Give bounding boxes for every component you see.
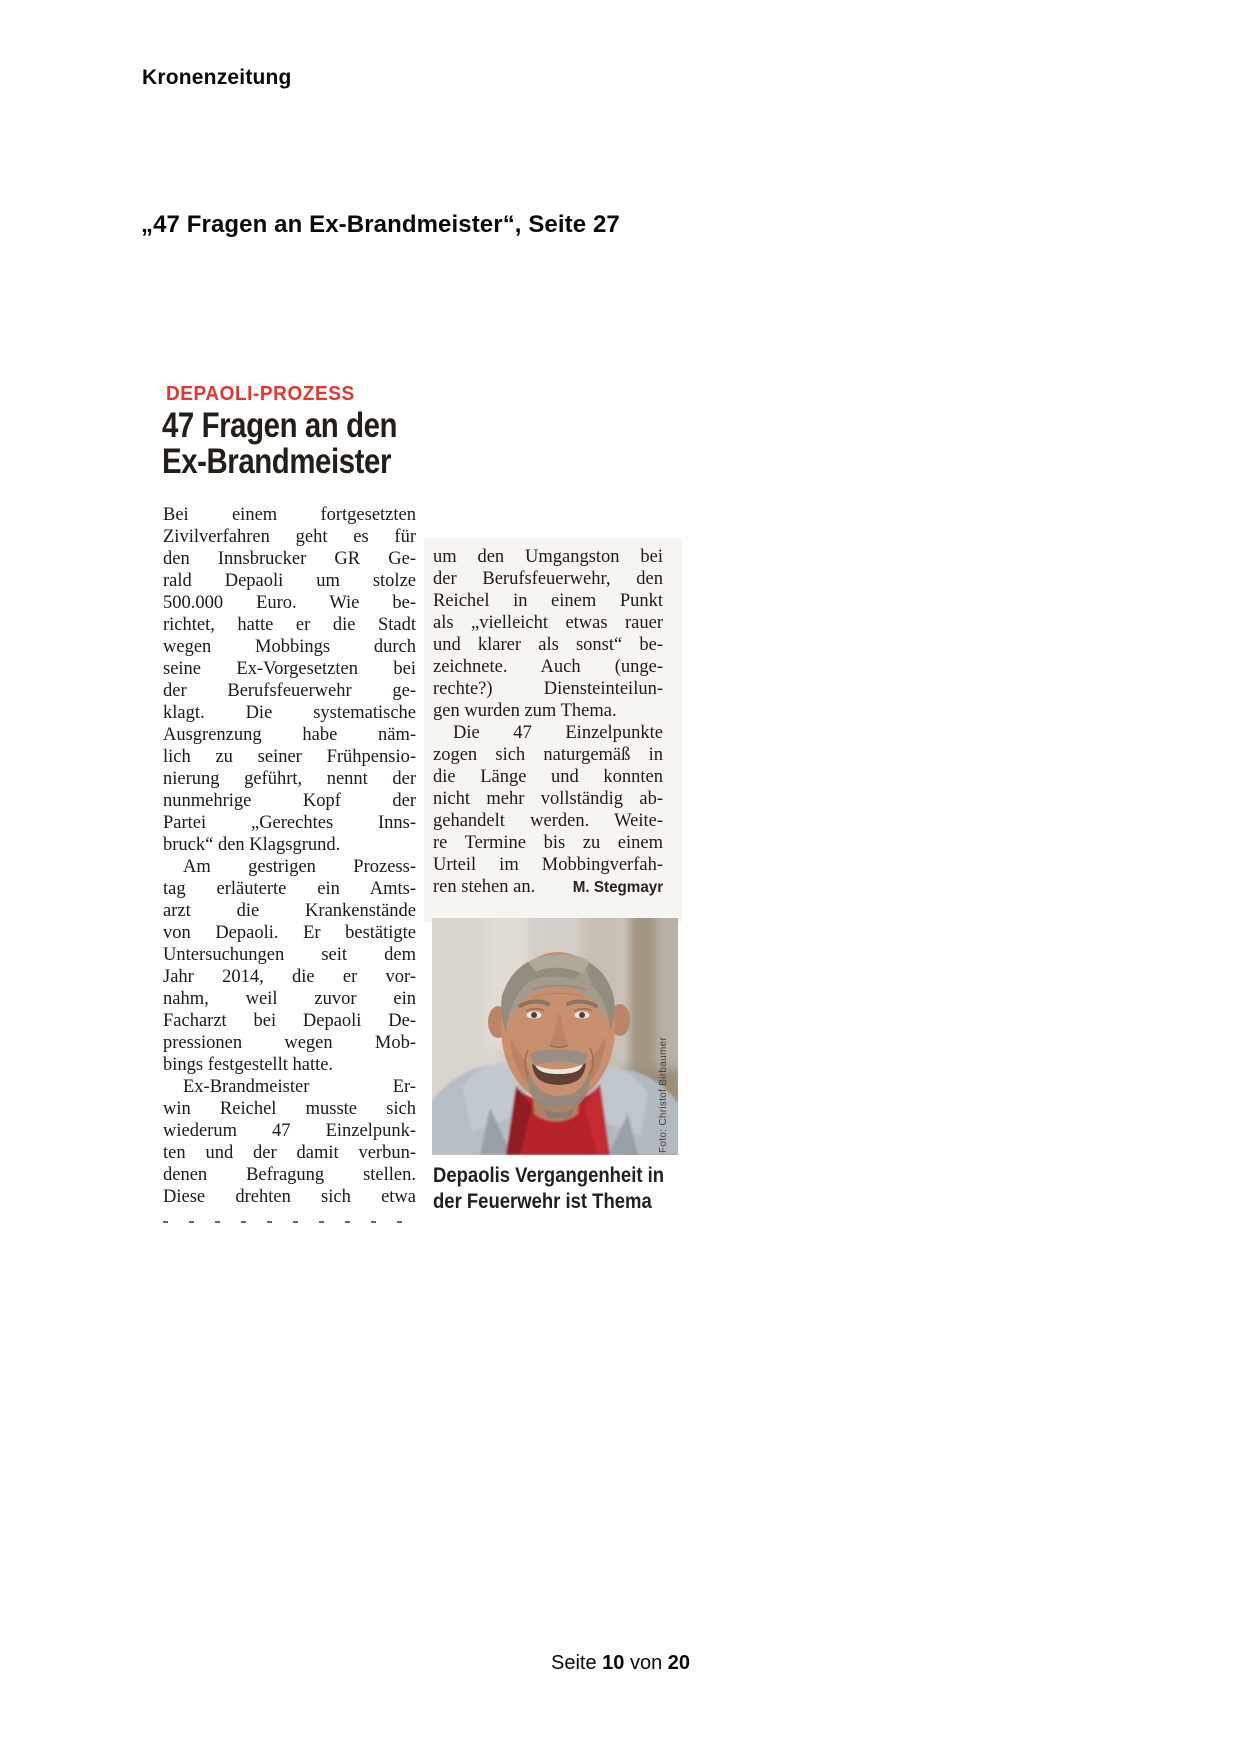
body-line: rechte?) Diensteinteilun- <box>433 679 663 699</box>
body-line: Ausgrenzung habe näm- <box>163 725 416 745</box>
body-line: nierung geführt, nennt der <box>163 769 416 789</box>
article-column-2 <box>433 546 663 876</box>
body-line: pressionen wegen Mob- <box>163 1033 416 1053</box>
caption-line-1: Depaolis Vergangenheit in <box>433 1164 665 1187</box>
body-line: Reichel in einem Punkt <box>433 591 663 611</box>
body-line: und klarer als sonst“ be- <box>433 635 663 655</box>
body-line: gen wurden zum Thema. <box>433 701 617 721</box>
body-line: die Länge und konnten <box>433 767 663 787</box>
body-line: Ex-Brandmeister Er- <box>183 1077 416 1097</box>
body-line: als „vielleicht etwas rauer <box>433 613 663 633</box>
body-line: zeichnete. Auch (unge- <box>433 657 663 677</box>
body-line: Partei „Gerechtes Inns- <box>163 813 416 833</box>
body-line: arzt die Krankenstände <box>163 901 416 921</box>
body-line: win Reichel musste sich <box>163 1099 416 1119</box>
body-line: der Berufsfeuerwehr ge- <box>163 681 416 701</box>
body-line: wegen Mobbings durch <box>163 637 416 657</box>
body-line: denen Befragung stellen. <box>163 1165 416 1185</box>
author-byline: M. Stegmayr <box>572 879 663 896</box>
body-line: tag erläuterte ein Amts- <box>163 879 416 899</box>
body-line: 500.000 Euro. Wie be- <box>163 593 416 613</box>
publication-name: Kronenzeitung <box>142 66 292 89</box>
photo-credit: Foto: Christof Birbaumer <box>658 1036 669 1153</box>
footer-page-current: 10 <box>602 1652 625 1674</box>
photo-caption <box>433 1163 679 1215</box>
body-line: Untersuchungen seit dem <box>163 945 416 965</box>
body-line: zogen sich naturgemäß in <box>433 745 663 765</box>
byline-lead-text: ren stehen an. <box>433 877 536 897</box>
body-line: ten und der damit verbun- <box>163 1143 416 1163</box>
footer-page-total: 20 <box>667 1652 691 1674</box>
body-line: Jahr 2014, die er vor- <box>163 967 416 987</box>
body-line: lich zu seiner Frühpensio- <box>163 747 416 767</box>
body-line: nahm, weil zuvor ein <box>163 989 416 1009</box>
body-line: um den Umgangston bei <box>433 547 663 567</box>
body-line: Am gestrigen Prozess- <box>183 857 416 877</box>
body-line: gehandelt werden. Weite- <box>433 811 663 831</box>
headline-line-1: 47 Fragen an den <box>162 406 398 445</box>
article-column-1 <box>163 504 416 1208</box>
headline-line-2: Ex-Brandmeister <box>162 442 391 481</box>
portrait-illustration <box>432 918 678 1155</box>
body-line: nicht mehr vollständig ab- <box>433 789 663 809</box>
body-line: re Termine bis zu einem <box>433 833 663 853</box>
body-line: Bei einem fortgesetzten <box>163 505 416 525</box>
clipping-title-reference: „47 Fragen an Ex-Brandmeister“, Seite 27 <box>141 211 620 238</box>
body-line: nunmehrige Kopf der <box>163 791 416 811</box>
body-line: Zivilverfahren geht es für <box>163 527 416 547</box>
body-line: bings festgestellt hatte. <box>163 1055 334 1075</box>
body-line: rald Depaoli um stolze <box>163 571 416 591</box>
body-line: Urteil im Mobbingverfah- <box>433 855 663 875</box>
body-line: wiederum 47 Einzelpunk- <box>163 1121 416 1141</box>
body-line: Die 47 Einzelpunkte <box>453 723 663 743</box>
article-photo <box>432 918 678 1155</box>
article-headline <box>162 408 397 480</box>
body-line: von Depaoli. Er bestätigte <box>163 923 416 943</box>
body-line: richtet, hatte er die Stadt <box>163 615 416 635</box>
clipped-line-remnant <box>163 1219 416 1225</box>
page-footer <box>0 1652 1241 1675</box>
article-byline-row <box>433 876 663 899</box>
article-kicker: DEPAOLI-PROZESS <box>166 383 355 405</box>
body-line: Diese drehten sich etwa <box>163 1187 416 1207</box>
body-line: Facharzt bei Depaoli De- <box>163 1011 416 1031</box>
footer-label-page: Seite <box>550 1652 597 1674</box>
body-line: klagt. Die systematische <box>163 703 416 723</box>
footer-label-of: von <box>629 1652 663 1674</box>
body-line: den Innsbrucker GR Ge- <box>163 549 416 569</box>
body-line: der Berufsfeuerwehr, den <box>433 569 663 589</box>
body-line: seine Ex-Vorgesetzten bei <box>163 659 416 679</box>
body-line: bruck“ den Klagsgrund. <box>163 835 341 855</box>
caption-line-2: der Feuerwehr ist Thema <box>433 1190 652 1213</box>
